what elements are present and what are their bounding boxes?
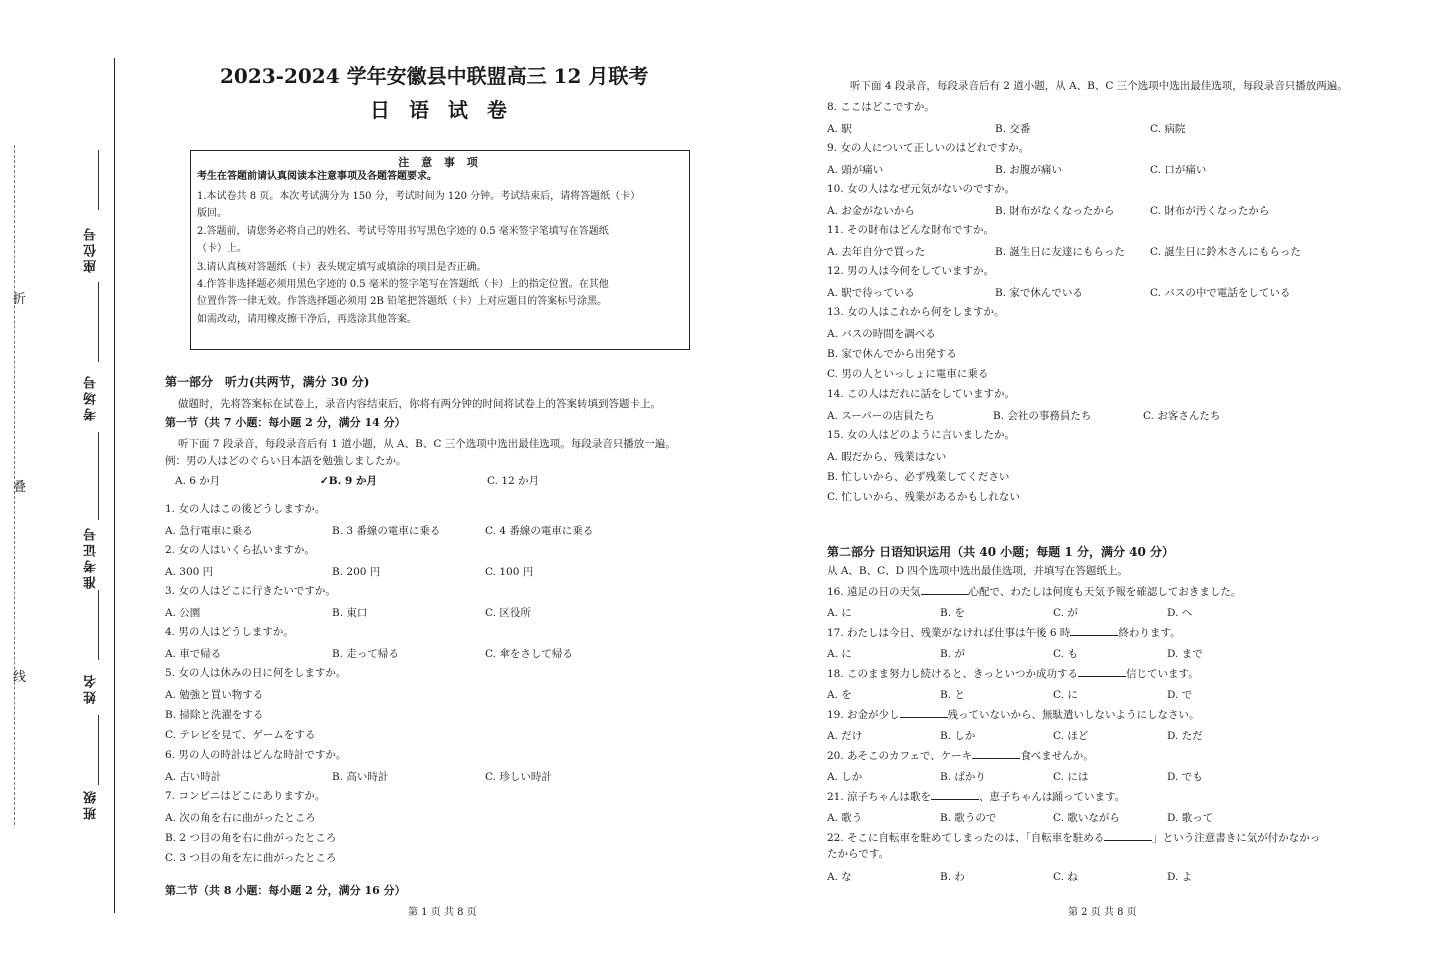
question-stem: 残っていないから、無駄遣いしないようにしなさい。	[947, 709, 1200, 721]
answer-option: A. バスの時間を調べる	[827, 328, 936, 340]
exam-id-label: 准考证号	[84, 525, 99, 589]
answer-blank	[931, 789, 979, 800]
answer-option: C. ね	[1053, 871, 1078, 883]
answer-option: A. お金がないから	[827, 205, 915, 217]
answer-option: B. 200 円	[332, 566, 381, 578]
question-text	[827, 625, 1181, 640]
question-text: 10. 女の人はなぜ元気がないのですか。	[827, 183, 1016, 195]
question-text	[827, 707, 1200, 722]
question-text	[827, 666, 1199, 681]
answer-option: C. 財布が汚くなったから	[1150, 205, 1270, 217]
seat-number-line	[98, 150, 99, 210]
section2-heading: 第二节（共 8 小题：每小题 2 分，满分 16 分）	[165, 884, 406, 897]
question-text: 12. 男の人は今何をしていますか。	[827, 265, 995, 277]
question-text: 8. ここはどこですか。	[827, 101, 935, 113]
answer-option: A. 古い時計	[165, 771, 222, 783]
answer-option: D. へ	[1167, 607, 1193, 619]
answer-option: D. 歌って	[1167, 812, 1214, 824]
answer-option: C. には	[1053, 771, 1089, 783]
question-continuation: たからです。	[827, 848, 890, 860]
answer-option: C. バスの中で電話をしている	[1150, 287, 1291, 299]
example-option-c: C. 12 か月	[487, 475, 540, 487]
answer-option: A. 去年自分で買った	[827, 246, 926, 258]
answer-option: C. 誕生日に鈴木さんにもらった	[1150, 246, 1301, 258]
answer-option: C. 口が痛い	[1150, 164, 1207, 176]
answer-option: D. まで	[1167, 648, 1203, 660]
question-text: 9. 女の人について正しいのはどれですか。	[827, 142, 1030, 154]
section1-intro: 听下面 7 段录音，每段录音后有 1 道小题，从 A、B、C 三个选项中选出最佳选项。每段录音只播放一遍。	[178, 438, 676, 450]
seat-number-label: 座位号	[84, 225, 99, 273]
question-stem: 食べませんか。	[1020, 750, 1094, 762]
answer-option: C. 100 円	[485, 566, 534, 578]
example-option-b: ✓B. 9 か月	[320, 475, 377, 487]
answer-option: A. 頭が痛い	[827, 164, 884, 176]
answer-option: C. 男の人といっしょに電車に乗る	[827, 368, 989, 380]
notice-line: （卡）上。	[197, 243, 247, 254]
answer-option: C. 3 つ目の角を左に曲がったところ	[165, 852, 337, 864]
question-text: 4. 男の人はどうしますか。	[165, 626, 294, 638]
class-label: 班级	[84, 788, 99, 820]
answer-option: C. も	[1053, 648, 1078, 660]
question-stem: 」という注意書きに気が付かなかっ	[1152, 832, 1321, 844]
name-line	[98, 590, 99, 660]
answer-option: B. しか	[940, 730, 976, 742]
fold-char: 折	[13, 292, 27, 307]
answer-option: C. ほど	[1053, 730, 1089, 742]
answer-option: B. 走って帰る	[332, 648, 399, 660]
answer-option: A. しか	[827, 771, 863, 783]
answer-option: C. 傘をさして帰る	[485, 648, 573, 660]
notice-line: 1.本试卷共 8 页。本次考试满分为 150 分，考试时间为 120 分钟。考试结束后，请将答题纸（卡）	[197, 191, 641, 202]
answer-option: C. 4 番線の電車に乗る	[485, 525, 594, 537]
answer-option: A. 急行電車に乗る	[165, 525, 253, 537]
notice-line: 版回。	[197, 208, 227, 219]
question-text: 11. その財布はどんな財布ですか。	[827, 224, 995, 236]
notice-title: 注 意 事 项	[398, 156, 482, 169]
answer-option: B. を	[940, 607, 965, 619]
answer-option: C. 歌いながら	[1053, 812, 1120, 824]
answer-option: B. が	[940, 648, 965, 660]
answer-option: A. だけ	[827, 730, 863, 742]
question-text: 15. 女の人はどのように言いましたか。	[827, 429, 1016, 441]
fold-char: 叠	[13, 480, 27, 495]
answer-option: A. 勉強と買い物する	[165, 689, 264, 701]
class-line	[98, 715, 99, 785]
answer-option: A. 駅で待っている	[827, 287, 915, 299]
answer-option: B. お腹が痛い	[995, 164, 1062, 176]
answer-option: D. で	[1167, 689, 1193, 701]
margin-rule	[114, 58, 115, 913]
answer-option: A. に	[827, 648, 852, 660]
part2-heading: 第二部分 日语知识运用（共 40 小题；每题 1 分，满分 40 分）	[827, 545, 1174, 559]
answer-option: C. に	[1053, 689, 1078, 701]
example-option-a: A. 6 か月	[175, 475, 221, 487]
example-question: 例：男の人はどのぐらい日本語を勉強しましたか。	[165, 455, 407, 467]
answer-option: A. 次の角を右に曲がったところ	[165, 812, 316, 824]
answer-option: C. 区役所	[485, 607, 531, 619]
question-text: 14. この人はだれに話をしていますか。	[827, 388, 1016, 400]
section1-heading: 第一节（共 7 小题：每小题 2 分，满分 14 分）	[165, 416, 406, 429]
question-text: 7. コンビニはどこにありますか。	[165, 790, 326, 802]
question-stem: 16. 遠足の日の天気	[827, 586, 921, 598]
answer-blank	[1078, 666, 1126, 677]
notice-line: 考生在答题前请认真阅读本注意事项及各题答题要求。	[197, 171, 437, 182]
answer-blank	[972, 748, 1020, 759]
question-text	[827, 748, 1094, 763]
question-stem: 22. そこに自転車を駐めてしまったのは、「自転車を駐める	[827, 832, 1105, 844]
answer-option: B. 交番	[995, 123, 1031, 135]
answer-option: B. 家で休んでから出発する	[827, 348, 957, 360]
part2-intro: 从 A、B、C、D 四个选项中选出最佳选项，并填写在答题纸上。	[827, 565, 1128, 577]
answer-option: C. 忙しいから、残業があるかもしれない	[827, 491, 1020, 503]
answer-option: A. 駅	[827, 123, 852, 135]
answer-option: B. 3 番線の電車に乗る	[332, 525, 441, 537]
page-footer-right: 第 2 页 共 8 页	[1068, 907, 1137, 918]
answer-option: B. わ	[940, 871, 965, 883]
answer-option: B. 誕生日に友達にもらった	[995, 246, 1125, 258]
question-text	[827, 830, 1320, 845]
answer-option: A. な	[827, 871, 852, 883]
question-stem: 19. お金が少し	[827, 709, 900, 721]
question-stem: 心配で、わたしは何度も天気予報を確認しておきました。	[968, 586, 1242, 598]
notice-line: 位置作答一律无效。作答选择题必须用 2B 铅笔把答题纸（卡）上对应题目的答案标号涂黑。	[197, 296, 608, 307]
question-stem: 17. わたしは今日、残業がなければ仕事は午後 6 時	[827, 627, 1071, 639]
answer-blank	[1104, 830, 1152, 841]
answer-option: B. 東口	[332, 607, 368, 619]
answer-option: A. を	[827, 689, 852, 701]
question-stem: 20. あそこのカフェで、ケーキ	[827, 750, 973, 762]
question-stem: 18. このまま努力し続けると、きっといつか成功する	[827, 668, 1079, 680]
answer-option: B. ばかり	[940, 771, 986, 783]
answer-option: A. スーパーの店員たち	[827, 410, 935, 422]
question-text: 6. 男の人の時計はどんな時計ですか。	[165, 749, 347, 761]
answer-option: B. 2 つ目の角を右に曲がったところ	[165, 832, 337, 844]
answer-option: B. 高い時計	[332, 771, 389, 783]
part1-intro: 做题时，先将答案标在试卷上，录音内容结束后，你将有两分钟的时间将试卷上的答案转填到答题卡上。	[178, 398, 661, 410]
question-text: 1. 女の人はこの後どうしますか。	[165, 503, 326, 515]
answer-option: B. 忙しいから、必ず残業してください	[827, 471, 1010, 483]
question-text: 2. 女の人はいくら払いますか。	[165, 544, 315, 556]
part1-heading: 第一部分 听力(共两节，满分 30 分)	[165, 375, 370, 389]
question-stem: 終わります。	[1118, 627, 1181, 639]
fold-char: 线	[13, 670, 27, 685]
answer-option: C. 病院	[1150, 123, 1186, 135]
question-text	[827, 789, 1125, 804]
notice-line: 如需改动，请用橡皮擦干净后，再选涂其他答案。	[197, 314, 417, 325]
section2-intro: 听下面 4 段录音，每段录音后有 2 道小题，从 A、B、C 三个选项中选出最佳选项，每段录音只播放两遍。	[850, 80, 1348, 92]
exam-title: 2023-2024 学年安徽县中联盟高三 12 月联考	[220, 64, 649, 88]
answer-option: A. 歌う	[827, 812, 863, 824]
answer-option: A. 車で帰る	[165, 648, 222, 660]
answer-option: B. 掃除と洗濯をする	[165, 709, 264, 721]
question-text: 5. 女の人は休みの日に何をしますか。	[165, 667, 347, 679]
notice-line: 2.答题前，请您务必将自己的姓名、考试号等用书写黑色字迹的 0.5 毫米签字笔填写在答题纸	[197, 226, 609, 237]
question-text: 3. 女の人はどこに行きたいですか。	[165, 585, 336, 597]
answer-option: C. 珍しい時計	[485, 771, 552, 783]
notice-line: 4.作答非选择题必须用黑色字迹的 0.5 毫米的签字笔写在答题纸（卡）上的指定位置。在其他	[197, 279, 609, 290]
room-number-label: 考场号	[84, 373, 99, 421]
name-label: 姓名	[84, 672, 99, 704]
page-footer-left: 第 1 页 共 8 页	[408, 907, 477, 918]
exam-subtitle: 日 语 试 卷	[370, 98, 513, 122]
answer-option: D. よ	[1167, 871, 1193, 883]
exam-id-line	[98, 432, 99, 520]
question-stem: 21. 涼子ちゃんは歌を	[827, 791, 932, 803]
answer-option: D. ただ	[1167, 730, 1203, 742]
answer-option: D. でも	[1167, 771, 1203, 783]
answer-option: A. に	[827, 607, 852, 619]
question-text: 13. 女の人はこれから何をしますか。	[827, 306, 1005, 318]
room-number-line	[98, 282, 99, 362]
answer-option: C. が	[1053, 607, 1078, 619]
question-text	[827, 584, 1241, 599]
answer-option: B. 会社の事務員たち	[993, 410, 1092, 422]
answer-option: A. 300 円	[165, 566, 214, 578]
answer-blank	[1070, 625, 1118, 636]
answer-option: A. 公園	[165, 607, 201, 619]
answer-option: B. 家で休んでいる	[995, 287, 1083, 299]
notice-box	[190, 150, 690, 350]
notice-line: 3.请认真核对答题纸（卡）表头规定填写或填涂的项目是否正确。	[197, 262, 487, 273]
question-stem: 信じています。	[1126, 668, 1199, 680]
answer-option: B. 歌うので	[940, 812, 997, 824]
answer-blank	[900, 707, 948, 718]
answer-blank	[921, 584, 969, 595]
question-stem: 、恵子ちゃんは踊っています。	[979, 791, 1126, 803]
answer-option: B. 財布がなくなったから	[995, 205, 1115, 217]
answer-option: C. お客さんたち	[1143, 410, 1221, 422]
answer-option: B. と	[940, 689, 965, 701]
answer-option: A. 暇だから、残業はない	[827, 451, 947, 463]
answer-option: C. テレビを見て、ゲームをする	[165, 729, 316, 741]
